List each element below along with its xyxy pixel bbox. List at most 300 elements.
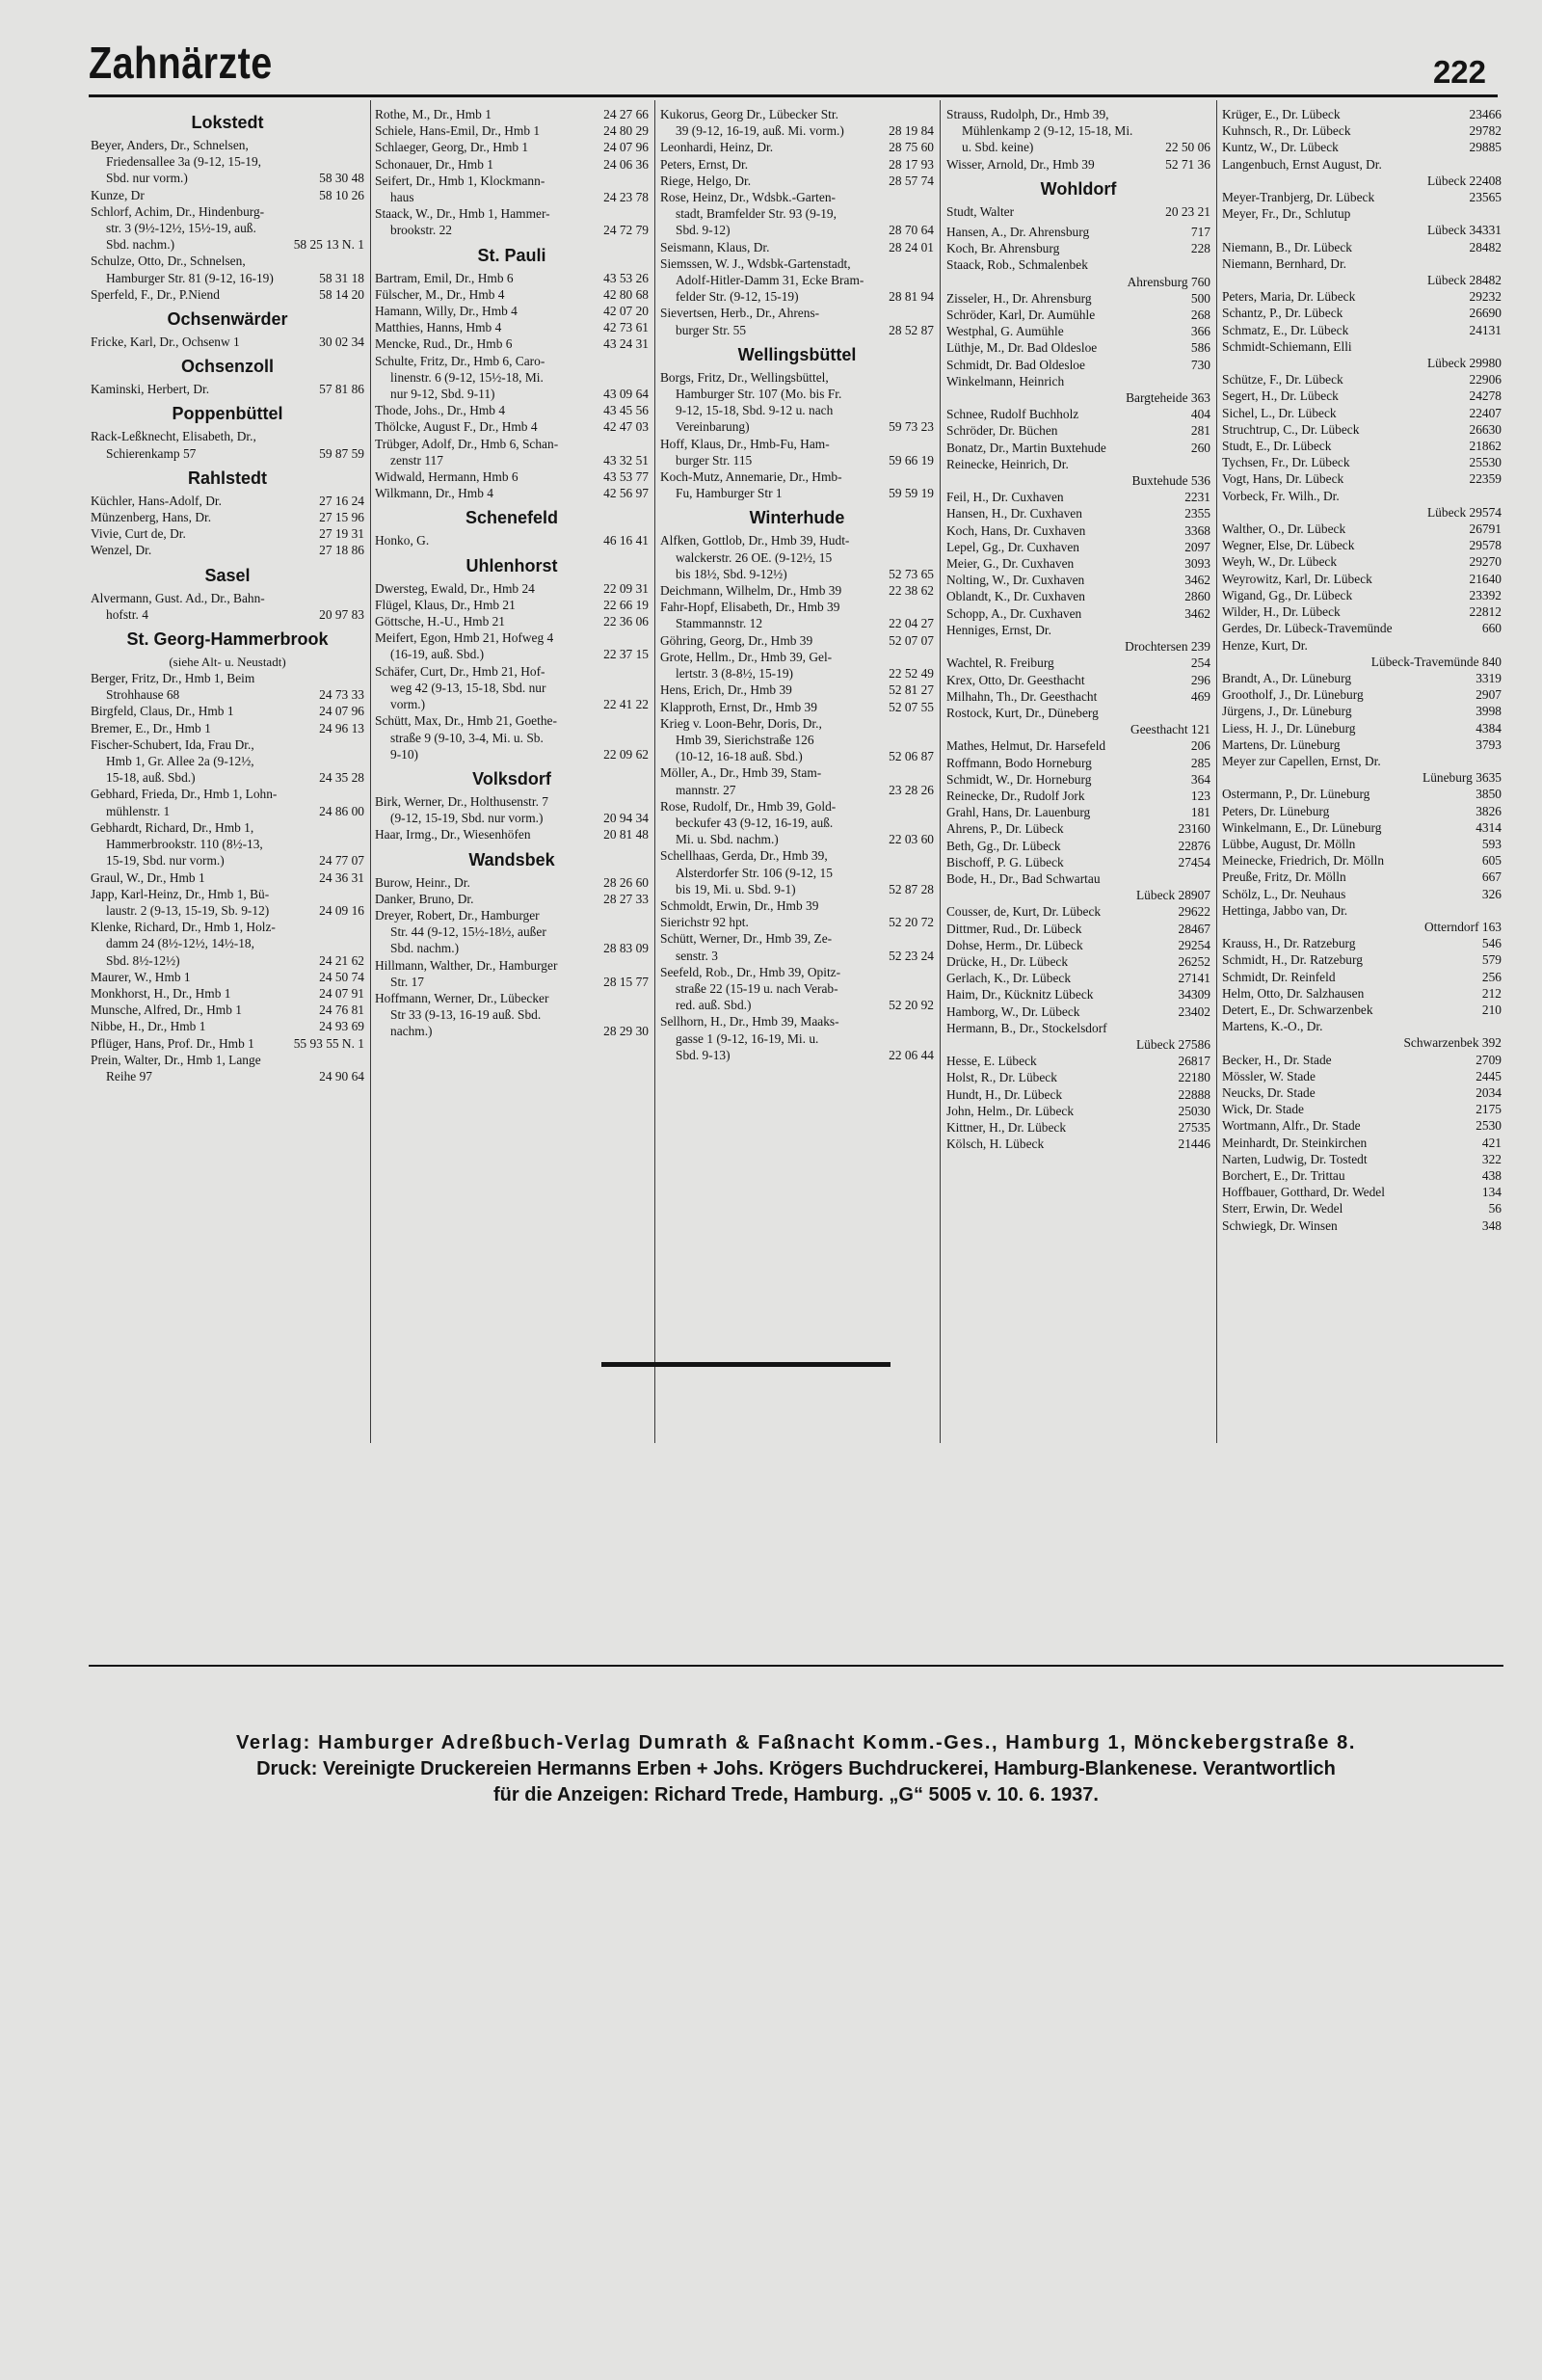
phone-number: 29232 — [1466, 288, 1502, 305]
entry-text: Japp, Karl-Heinz, Dr., Hmb 1, Bü- — [91, 886, 270, 901]
phone-number: 27454 — [1175, 854, 1210, 870]
directory-entry — [375, 303, 649, 319]
phone-number: 52 06 87 — [885, 748, 934, 764]
phone-number: 34309 — [1175, 986, 1210, 1003]
phone-number: 3998 — [1472, 703, 1502, 719]
phone-number: 58 14 20 — [315, 286, 364, 303]
entry-text: Leonhardi, Heinz, Dr. — [660, 140, 774, 155]
phone-number: 22888 — [1175, 1086, 1210, 1103]
phone-number: 28 57 74 — [885, 173, 934, 189]
phone-number: 593 — [1478, 836, 1502, 852]
directory-entry — [946, 522, 1210, 539]
entry-text: Meyer-Tranbjerg, Dr. Lübeck — [1222, 190, 1375, 205]
directory-entry — [946, 274, 1210, 290]
directory-entry — [1222, 272, 1502, 288]
entry-text: Tychsen, Fr., Dr. Lübeck — [1222, 455, 1350, 470]
directory-entry — [946, 156, 1210, 173]
directory-entry — [946, 887, 1210, 903]
entry-text: Stammannstr. 12 — [676, 616, 763, 631]
entry-text: (9-12, 15-19, Sbd. nur vorm.) — [390, 811, 544, 826]
directory-entry — [375, 629, 649, 662]
phone-number: 364 — [1187, 771, 1210, 788]
phone-number: 326 — [1478, 886, 1502, 902]
entry-text: gasse 1 (9-12, 16-19, Mi. u. — [676, 1030, 819, 1046]
entry-text: Sbd. nachm.) — [106, 237, 175, 253]
section-heading: Lokstedt — [191, 113, 264, 132]
phone-number: 24 07 91 — [315, 985, 364, 1002]
directory-entry — [946, 655, 1210, 671]
directory-entry — [1222, 935, 1502, 951]
phone-number: 134 — [1478, 1184, 1502, 1200]
phone-number: 28 70 64 — [885, 222, 934, 238]
directory-entry — [375, 580, 649, 597]
entry-text: Schütt, Werner, Dr., Hmb 39, Ze- — [660, 931, 833, 947]
entry-text: Wenzel, Dr. — [91, 543, 152, 558]
entry-text: Reinecke, Dr., Rudolf Jork — [946, 788, 1085, 803]
directory-entry — [946, 838, 1210, 854]
directory-entry — [1222, 1002, 1502, 1018]
directory-section — [91, 565, 364, 623]
entry-text: Fricke, Karl, Dr., Ochsenw 1 — [91, 334, 240, 350]
phone-number: 28 24 01 — [885, 239, 934, 255]
phone-number: 59 87 59 — [315, 445, 364, 462]
entry-text: Lübeck — [1427, 273, 1467, 288]
responsible-line: für die Anzeigen: Richard Trede, Hamburg. „G“ 5005 v. 10. 6. 1937. — [493, 1784, 1099, 1805]
directory-entry — [91, 1052, 364, 1084]
phone-number: 28 17 93 — [885, 156, 934, 173]
directory-entry — [946, 323, 1210, 339]
directory-entry — [375, 402, 649, 418]
directory-entry — [946, 953, 1210, 970]
entry-text: Gerlach, K., Dr. Lübeck — [946, 971, 1072, 986]
section-heading: Ochsenzoll — [180, 357, 275, 377]
entry-text: Maurer, W., Hmb 1 — [91, 969, 191, 984]
entry-text: Schröder, Karl, Dr. Aumühle — [946, 308, 1096, 323]
entry-text: Honko, G. — [375, 533, 430, 548]
entry-text: Lübeck — [1427, 223, 1467, 238]
directory-entry — [91, 525, 364, 542]
directory-entry — [91, 493, 364, 509]
entry-text: Thode, Johs., Dr., Hmb 4 — [375, 403, 506, 418]
entry-text: Feil, H., Dr. Cuxhaven — [946, 490, 1064, 505]
entry-text: felder Str. (9-12, 15-19) — [676, 289, 799, 305]
directory-entry — [660, 632, 934, 649]
entry-text: Weyrowitz, Karl, Dr. Lübeck — [1222, 571, 1372, 586]
phone-number: 58 31 18 — [315, 270, 364, 286]
entry-text: Strohhause 68 — [106, 687, 180, 703]
entry-text: Kuntz, W., Dr. Lübeck — [1222, 140, 1339, 155]
entry-text: Koch-Mutz, Annemarie, Dr., Hmb- — [660, 469, 842, 485]
directory-entry — [660, 847, 934, 897]
phone-number: 27 19 31 — [315, 525, 364, 542]
phone-number: 421 — [1478, 1135, 1502, 1151]
directory-column-4 — [946, 106, 1210, 1156]
entry-text: str. 3 (9½-12½, 15½-19, auß. — [106, 221, 256, 236]
directory-entry — [91, 703, 364, 719]
directory-entry — [91, 736, 364, 787]
entry-text: Göhring, Georg, Dr., Hmb 39 — [660, 632, 813, 648]
entry-text: Krex, Otto, Dr. Geesthacht — [946, 672, 1085, 687]
directory-entry — [946, 937, 1210, 953]
entry-text: Lüneburg — [1422, 770, 1473, 786]
entry-text: Vivie, Curt de, Dr. — [91, 526, 186, 542]
entry-text: Drücke, H., Dr. Lübeck — [946, 953, 1069, 969]
entry-text: Reihe 97 — [106, 1068, 152, 1083]
entry-text: senstr. 3 — [676, 948, 718, 963]
entry-text: Schmidt-Schiemann, Elli — [1222, 338, 1352, 354]
section-heading: St. Georg-Hammerbrook — [126, 629, 329, 650]
directory-entry — [1222, 969, 1502, 985]
directory-entry — [91, 985, 364, 1002]
directory-entry — [1222, 985, 1502, 1002]
directory-column-2 — [375, 106, 649, 1044]
phone-number: 730 — [1187, 357, 1210, 373]
phone-number: 366 — [1187, 323, 1210, 339]
entry-text: Flügel, Klaus, Dr., Hmb 21 — [375, 597, 516, 612]
entry-text: Schierenkamp 57 — [106, 445, 197, 461]
entry-text: Schmidt, Dr. Reinfeld — [1222, 969, 1336, 984]
directory-entry — [91, 203, 364, 254]
phone-number: 24 80 29 — [599, 122, 649, 139]
directory-entry — [660, 436, 934, 468]
entry-text: Schulte, Fritz, Dr., Hmb 6, Caro- — [375, 353, 545, 368]
directory-entry — [1222, 488, 1502, 504]
directory-section — [91, 403, 364, 461]
entry-text: Wilkmann, Dr., Hmb 4 — [375, 486, 493, 501]
phone-number: 24 90 64 — [315, 1068, 364, 1084]
entry-text: Grootholf, J., Dr. Lüneburg — [1222, 687, 1364, 703]
entry-text: Monkhorst, H., Dr., Hmb 1 — [91, 985, 231, 1001]
directory-entry — [946, 672, 1210, 688]
directory-entry — [1222, 122, 1502, 139]
directory-entry — [1222, 919, 1502, 935]
entry-text: Hmb 39, Sierichstraße 126 — [676, 732, 814, 747]
phone-number: 23466 — [1466, 106, 1502, 122]
entry-text: Hesse, E. Lübeck — [946, 1054, 1037, 1069]
directory-entry — [1222, 1018, 1502, 1034]
directory-entry — [375, 173, 649, 205]
entry-text: Gerdes, Dr. Lübeck-Travemünde — [1222, 621, 1393, 636]
directory-section — [375, 106, 649, 239]
entry-text: Trübger, Adolf, Dr., Hmb 6, Schan- — [375, 436, 559, 451]
directory-entry — [91, 670, 364, 703]
entry-text: Wilder, H., Dr. Lübeck — [1222, 604, 1341, 620]
directory-entry — [946, 721, 1210, 737]
directory-entry — [1222, 322, 1502, 338]
phone-number: 43 53 77 — [599, 468, 649, 485]
directory-entry — [660, 764, 934, 797]
directory-entry — [946, 290, 1210, 307]
section-heading: Sasel — [204, 565, 251, 585]
phone-number: 2034 — [1472, 1084, 1502, 1101]
phone-number: 28 75 60 — [885, 139, 934, 155]
entry-text: Roffmann, Bodo Horneburg — [946, 755, 1092, 770]
phone-number: 24 72 79 — [599, 222, 649, 238]
entry-text: Schantz, P., Dr. Lübeck — [1222, 306, 1343, 321]
phone-number: 500 — [1187, 290, 1210, 307]
entry-text: Hammerbrookstr. 110 (8½-13, — [106, 837, 263, 852]
directory-section — [660, 344, 934, 502]
phone-number: 22906 — [1466, 371, 1502, 388]
entry-text: Lüthje, M., Dr. Bad Oldesloe — [946, 340, 1098, 356]
entry-text: Kittner, H., Dr. Lübeck — [946, 1119, 1067, 1135]
phone-number: 840 — [1481, 654, 1502, 669]
entry-text: Jürgens, J., Dr. Lüneburg — [1222, 704, 1352, 719]
phone-number: 348 — [1478, 1217, 1502, 1234]
phone-number: 59 73 23 — [885, 418, 934, 435]
entry-text: Weyh, W., Dr. Lübeck — [1222, 554, 1338, 570]
entry-text: stadt, Bramfelder Str. 93 (9-19, — [676, 206, 837, 222]
page-title: Zahnärzte — [89, 38, 273, 88]
entry-text: Sievertsen, Herb., Dr., Ahrens- — [660, 306, 820, 321]
entry-text: bis 18½, Sbd. 9-12½) — [676, 566, 787, 581]
phone-number: 24 77 07 — [315, 852, 364, 869]
entry-text: Schulze, Otto, Dr., Schnelsen, — [91, 254, 246, 269]
entry-text: Hamburger Str. 107 (Mo. bis Fr. — [676, 387, 842, 402]
directory-entry — [1222, 355, 1502, 371]
entry-text: Kuhnsch, R., Dr. Lübeck — [1222, 123, 1351, 139]
directory-entry — [660, 914, 934, 930]
entry-text: Rose, Heinz, Dr., Wdsbk.-Garten- — [660, 190, 836, 205]
directory-entry — [660, 106, 934, 139]
directory-entry — [660, 305, 934, 337]
phone-number: 24 09 16 — [315, 902, 364, 919]
section-heading: Rahlstedt — [187, 468, 267, 488]
entry-text: Peters, Ernst, Dr. — [660, 156, 749, 172]
directory-entry — [946, 605, 1210, 622]
entry-text: Schmidt, Dr. Bad Oldesloe — [946, 357, 1085, 372]
directory-entry — [1222, 537, 1502, 553]
phone-number: 28 15 77 — [599, 974, 649, 990]
entry-text: Kaminski, Herbert, Dr. — [91, 382, 210, 397]
phone-number: 28482 — [1469, 273, 1502, 288]
directory-entry — [946, 622, 1210, 638]
phone-number: 228 — [1187, 240, 1210, 256]
entry-text: Neucks, Dr. Stade — [1222, 1084, 1316, 1100]
phone-number: 22 37 15 — [599, 646, 649, 662]
directory-entry — [1222, 1052, 1502, 1068]
entry-text: Lübeck — [1427, 173, 1467, 188]
directory-section — [1222, 106, 1502, 1234]
directory-section — [91, 308, 364, 350]
entry-text: Schellhaas, Gerda, Dr., Hmb 39, — [660, 848, 828, 864]
directory-entry — [1222, 720, 1502, 736]
directory-entry — [946, 307, 1210, 323]
phone-number: 52 73 65 — [885, 566, 934, 582]
entry-text: Str 33 (9-13, 16-19 auß. Sbd. — [390, 1007, 542, 1023]
phone-number: 42 07 20 — [599, 303, 649, 319]
entry-text: haus — [390, 190, 414, 205]
entry-text: Dittmer, Rud., Dr. Lübeck — [946, 921, 1082, 936]
entry-text: vorm.) — [390, 697, 426, 712]
phone-number: 58 10 26 — [315, 187, 364, 203]
phone-number: 363 — [1190, 390, 1210, 406]
entry-text: Grahl, Hans, Dr. Lauenburg — [946, 805, 1091, 820]
directory-entry — [1222, 670, 1502, 686]
phone-number: 43 24 31 — [599, 335, 649, 352]
entry-text: Bargteheide — [1126, 390, 1188, 406]
entry-text: Schopp, A., Dr. Cuxhaven — [946, 605, 1082, 621]
entry-text: Prein, Walter, Dr., Hmb 1, Lange — [91, 1052, 261, 1067]
phone-number: 30 02 34 — [315, 334, 364, 350]
entry-text: Segert, H., Dr. Lübeck — [1222, 388, 1339, 404]
phone-number: 52 20 92 — [885, 997, 934, 1013]
directory-entry — [1222, 736, 1502, 753]
phone-number: 24 07 96 — [315, 703, 364, 719]
phone-number: 26252 — [1175, 953, 1210, 970]
entry-text: Strauss, Rudolph, Dr., Hmb 39, — [946, 107, 1109, 121]
directory-entry — [375, 826, 649, 842]
directory-entry — [1222, 803, 1502, 819]
phone-number: 27141 — [1175, 970, 1210, 986]
directory-entry — [946, 755, 1210, 771]
entry-text: Lübeck — [1427, 504, 1467, 520]
directory-section — [946, 224, 1210, 1152]
entry-text: Schmidt, H., Dr. Ratzeburg — [1222, 952, 1363, 968]
phone-number: 21862 — [1466, 438, 1502, 454]
directory-entry — [1222, 620, 1502, 636]
phone-number: 21446 — [1175, 1136, 1210, 1152]
entry-text: u. Sbd. keine) — [962, 140, 1034, 155]
directory-entry — [91, 786, 364, 818]
phone-number: 438 — [1478, 1167, 1502, 1184]
phone-number: 29885 — [1466, 139, 1502, 155]
phone-number: 24 73 33 — [315, 686, 364, 703]
phone-number: 43 09 64 — [599, 386, 649, 402]
phone-number: 28 81 94 — [885, 288, 934, 305]
phone-number: 24 76 81 — [315, 1002, 364, 1018]
directory-column-5 — [1222, 106, 1502, 1238]
entry-text: Lübbe, August, Dr. Mölln — [1222, 836, 1356, 851]
entry-text: red. auß. Sbd.) — [676, 998, 752, 1013]
entry-text: Küchler, Hans-Adolf, Dr. — [91, 493, 222, 508]
phone-number: 46 16 41 — [599, 532, 649, 548]
directory-entry — [1222, 288, 1502, 305]
entry-text: Koch, Br. Ahrensburg — [946, 241, 1060, 256]
phone-number: 2709 — [1472, 1052, 1502, 1068]
section-heading: Wandsbek — [468, 849, 555, 869]
directory-entry — [1222, 470, 1502, 487]
phone-number: 29782 — [1466, 122, 1502, 139]
phone-number: 22 09 31 — [599, 580, 649, 597]
entry-text: hofstr. 4 — [106, 606, 148, 622]
directory-entry — [946, 539, 1210, 555]
entry-text: Ostermann, P., Dr. Lüneburg — [1222, 787, 1370, 802]
phone-number: 296 — [1187, 672, 1210, 688]
entry-text: Siemssen, W. J., Wdsbk-Gartenstadt, — [660, 255, 851, 271]
entry-text: Staack, Rob., Schmalenbek — [946, 257, 1088, 273]
entry-text: Seifert, Dr., Hmb 1, Klockmann- — [375, 173, 545, 188]
directory-entry — [91, 509, 364, 525]
phone-number: 24 50 74 — [315, 969, 364, 985]
directory-entry — [946, 1036, 1210, 1053]
directory-entry — [1222, 703, 1502, 719]
directory-entry — [375, 907, 649, 957]
directory-entry — [1222, 753, 1502, 769]
entry-text: Riege, Helgo, Dr. — [660, 173, 752, 188]
directory-entry — [1222, 438, 1502, 454]
phone-number: 760 — [1190, 274, 1210, 289]
directory-entry — [1222, 769, 1502, 786]
phone-number: 3635 — [1476, 770, 1502, 786]
entry-text: straße 9 (9-10, 3-4, Mi. u. Sb. — [390, 730, 544, 745]
phone-number: 28907 — [1178, 888, 1210, 903]
entry-text: Seismann, Klaus, Dr. — [660, 239, 770, 254]
entry-text: Klapproth, Ernst, Dr., Hmb 39 — [660, 699, 817, 714]
phone-number: 239 — [1190, 639, 1210, 655]
directory-section — [91, 356, 364, 397]
directory-section — [660, 106, 934, 338]
phone-number: 546 — [1478, 935, 1502, 951]
phone-number: 281 — [1187, 422, 1210, 439]
entry-text: Schmoldt, Erwin, Dr., Hmb 39 — [660, 897, 819, 913]
directory-entry — [1222, 637, 1502, 654]
phone-number: 34331 — [1469, 223, 1502, 238]
entry-text: Danker, Bruno, Dr. — [375, 891, 474, 906]
phone-number: 26791 — [1466, 521, 1502, 537]
section-note: (siehe Alt- u. Neustadt) — [169, 655, 286, 670]
phone-number: 42 47 03 — [599, 418, 649, 435]
entry-text: Buxtehude — [1131, 473, 1188, 489]
phone-number: 256 — [1478, 969, 1502, 985]
entry-text: Lübeck — [1136, 888, 1176, 903]
phone-number: 43 32 51 — [599, 452, 649, 468]
entry-text: burger Str. 55 — [676, 322, 747, 337]
entry-text: Fülscher, M., Dr., Hmb 4 — [375, 286, 505, 302]
directory-entry — [91, 969, 364, 985]
entry-text: 39 (9-12, 16-19, auß. Mi. vorm.) — [676, 123, 844, 139]
entry-text: 9-12, 15-18, Sbd. 9-12 u. nach — [676, 403, 834, 418]
entry-text: Friedensallee 3a (9-12, 15-19, — [106, 154, 262, 170]
entry-text: Lepel, Gg., Dr. Cuxhaven — [946, 539, 1079, 554]
directory-entry — [946, 505, 1210, 521]
phone-number: 28482 — [1466, 239, 1502, 255]
directory-entry — [946, 1086, 1210, 1103]
phone-number: 52 71 36 — [1161, 156, 1210, 173]
directory-entry — [946, 688, 1210, 705]
entry-text: Möller, A., Dr., Hmb 39, Stam- — [660, 765, 822, 781]
entry-text: lertstr. 3 (8-8½, 15-19) — [676, 666, 793, 682]
entry-text: Sbd. 9-13) — [676, 1047, 731, 1062]
directory-entry — [1222, 886, 1502, 902]
directory-entry — [91, 187, 364, 203]
phone-number: 29254 — [1175, 937, 1210, 953]
directory-entry — [660, 798, 934, 848]
phone-number: 2907 — [1472, 686, 1502, 703]
phone-number: 28467 — [1175, 921, 1210, 937]
entry-text: Graul, W., Dr., Hmb 1 — [91, 869, 205, 885]
entry-text: damm 24 (8½-12½, 14½-18, — [106, 936, 254, 951]
entry-text: Beyer, Anders, Dr., Schnelsen, — [91, 138, 249, 152]
entry-text: Hamburger Str. 81 (9-12, 16-19) — [106, 270, 274, 285]
entry-text: Rostock, Kurt, Dr., Düneberg — [946, 705, 1099, 720]
entry-text: Göttsche, H.-U., Hmb 21 — [375, 614, 506, 629]
page-number: 222 — [1432, 54, 1486, 90]
content-end-rule — [601, 1362, 891, 1367]
phone-number: 22 03 60 — [885, 831, 934, 847]
phone-number: 717 — [1187, 224, 1210, 240]
imprint-footer — [89, 1730, 1503, 1808]
phone-number: 27586 — [1178, 1036, 1210, 1052]
entry-text: Alfken, Gottlob, Dr., Hmb 39, Hudt- — [660, 533, 850, 548]
phone-number: 3826 — [1472, 803, 1502, 819]
directory-entry — [1222, 654, 1502, 670]
directory-entry — [946, 224, 1210, 240]
directory-entry — [375, 468, 649, 485]
phone-number: 28 19 84 — [885, 122, 934, 139]
phone-number: 24 23 78 — [599, 189, 649, 205]
directory-entry — [375, 139, 649, 155]
